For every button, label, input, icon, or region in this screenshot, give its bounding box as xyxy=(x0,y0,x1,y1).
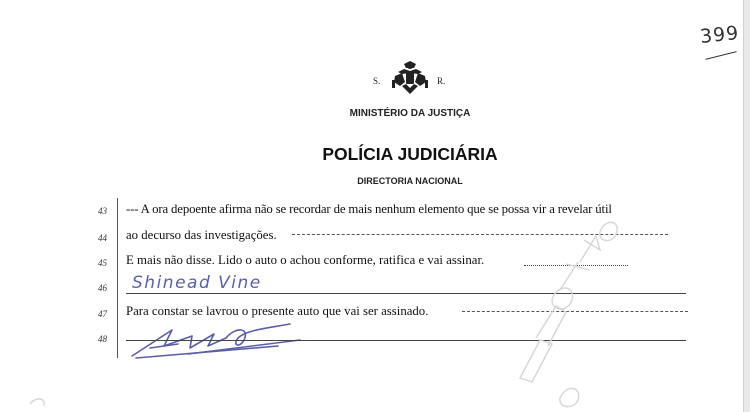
line-number: 46 xyxy=(98,283,107,293)
statement-line: E mais não disse. Lido o auto o achou conforme, ratifica e vai assinar. xyxy=(126,253,485,267)
handwritten-signature xyxy=(128,318,308,360)
page-number-underline xyxy=(705,51,736,60)
statement-line: --- A ora depoente afirma não se recordar de mais nenhum elemento que se possa vir a revelar útil xyxy=(126,202,612,216)
letterhead-right-initial: R. xyxy=(437,76,446,86)
coat-of-arms-icon xyxy=(390,60,430,96)
line-number: 44 xyxy=(98,233,107,243)
directorate-heading: DIRECTORIA NACIONAL xyxy=(357,176,463,186)
margin-rule xyxy=(117,198,118,358)
line-number: 43 xyxy=(98,206,107,216)
ministry-heading: MINISTÉRIO DA JUSTIÇA xyxy=(349,108,471,119)
handwritten-name-text: Shinead Vine xyxy=(132,273,262,293)
statement-line: ao decurso das investigações. xyxy=(126,228,277,242)
statement-line: Para constar se lavrou o presente auto que vai ser assinado. xyxy=(126,304,429,318)
line-fill-dots xyxy=(524,265,628,266)
line-fill-dashes xyxy=(462,311,688,312)
agency-heading: POLÍCIA JUDICIÁRIA xyxy=(322,144,498,164)
handwritten-page-number: 399 xyxy=(698,22,741,48)
signature-line xyxy=(126,293,686,294)
line-number: 45 xyxy=(98,258,107,268)
page-edge-strip xyxy=(743,0,750,412)
line-fill-dashes xyxy=(292,234,668,235)
letterhead-left-initial: S. xyxy=(373,76,381,86)
signature-line xyxy=(126,340,686,341)
line-number: 47 xyxy=(98,309,107,319)
handwritten-name xyxy=(128,268,328,296)
line-number: 48 xyxy=(98,334,107,344)
